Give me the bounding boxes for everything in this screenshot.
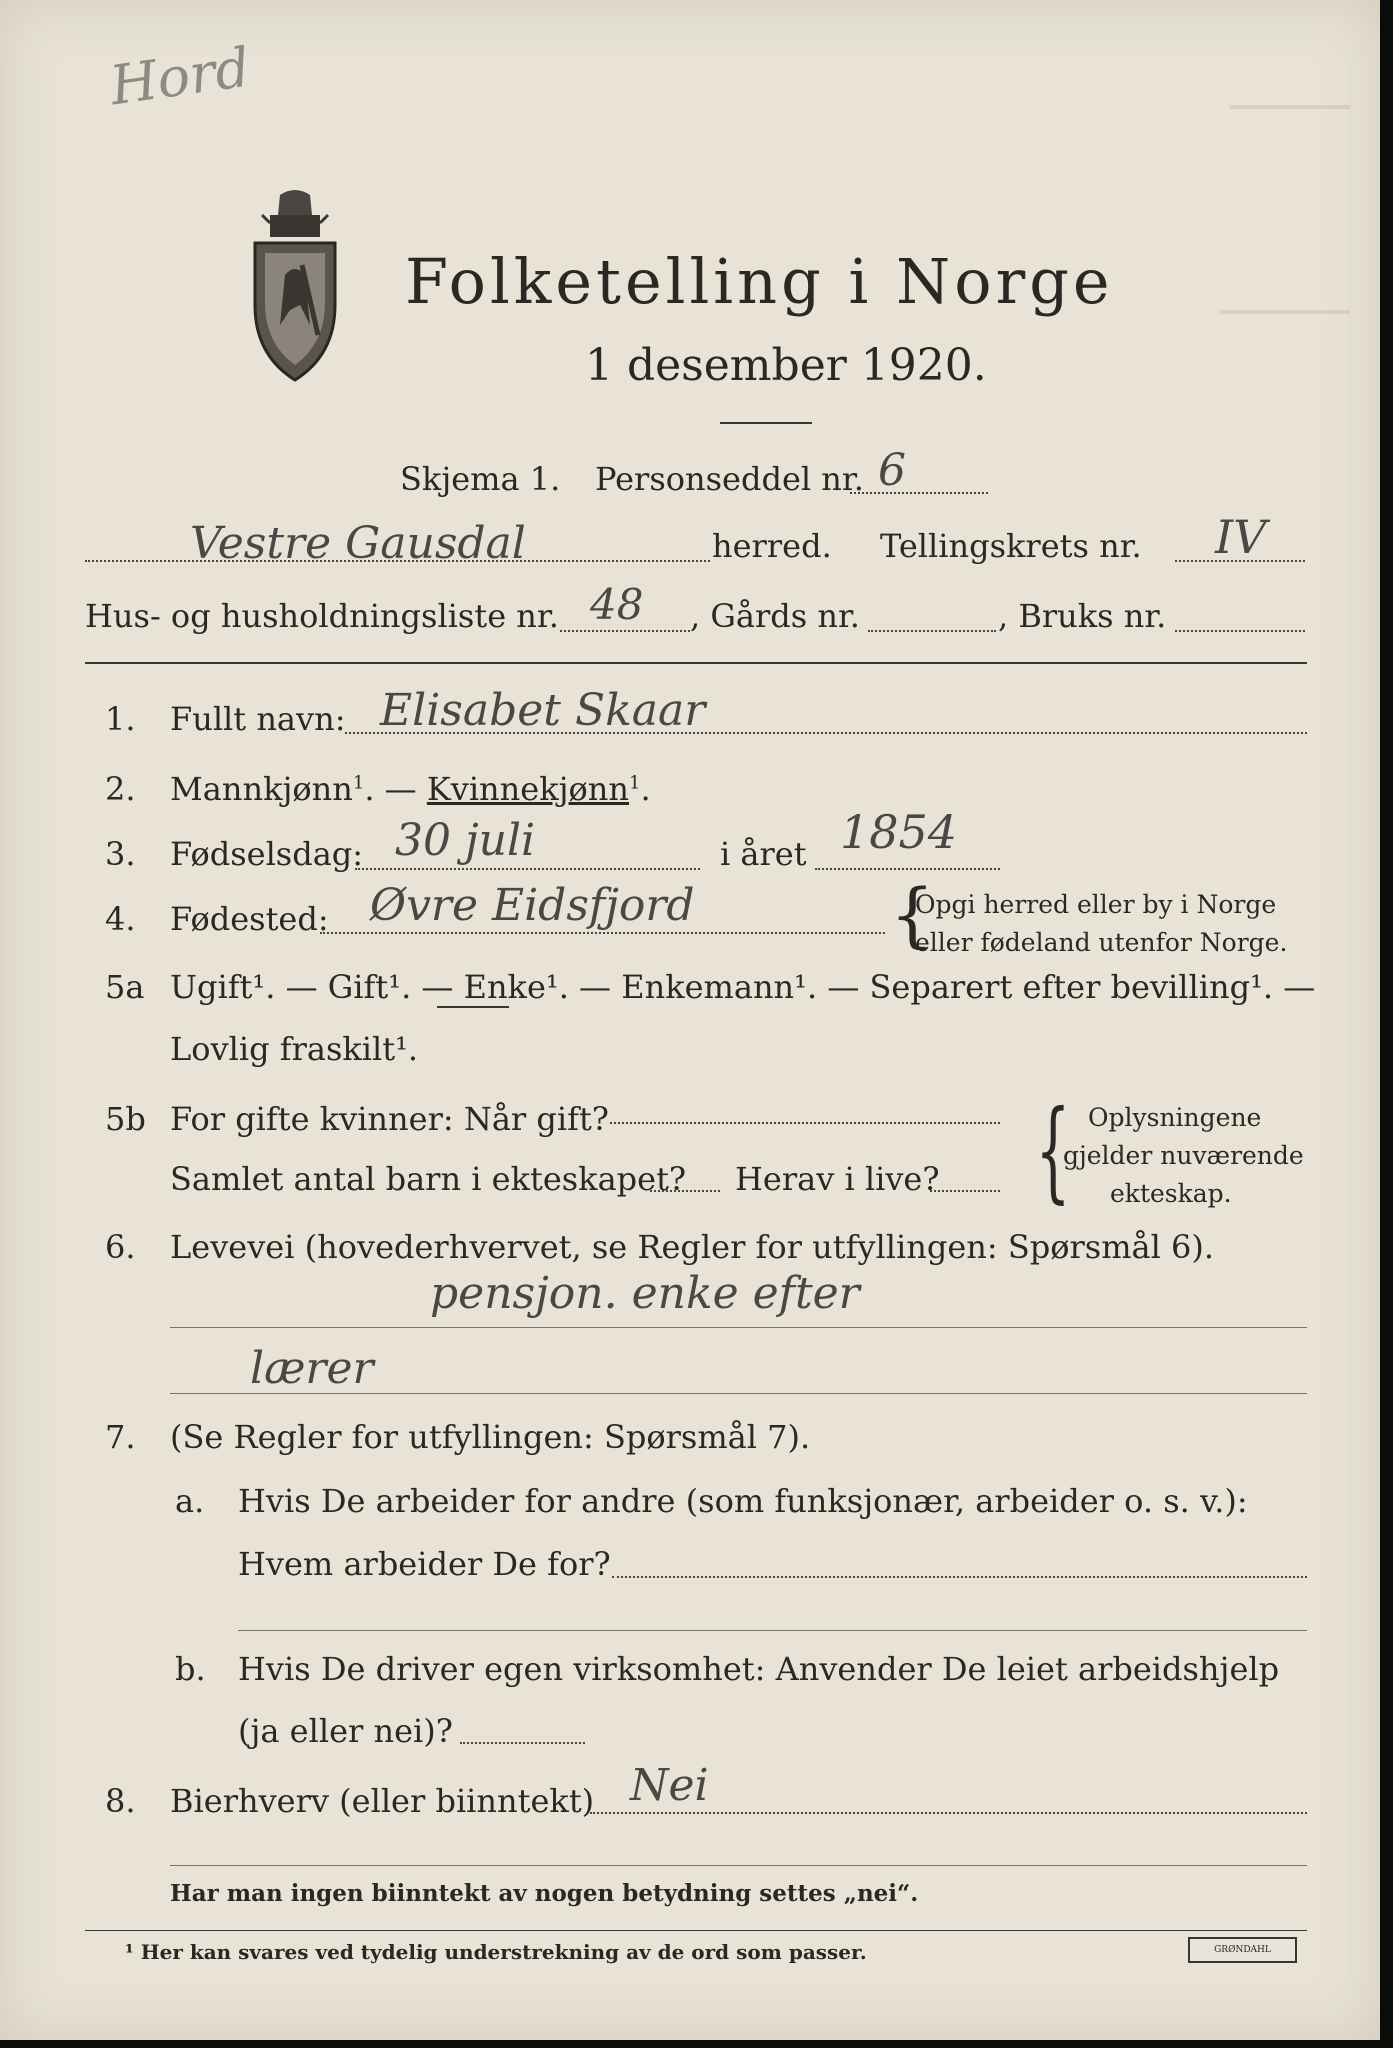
q7a-line-1: Hvis De arbeider for andre (som funksjonær, arbeider o. s. v.):	[238, 1482, 1248, 1520]
footer-note: Har man ingen biinntekt av nogen betydning settes „nei“.	[170, 1880, 919, 1907]
q8-label: Bierhverv (eller biinntekt)	[170, 1782, 595, 1820]
corner-note: Hord	[106, 35, 254, 118]
q6-value-1: pensjon. enke efter	[430, 1268, 860, 1319]
q5b-line-2b: Herav i live?	[735, 1160, 940, 1198]
q4-value: Øvre Eidsfjord	[370, 880, 695, 931]
form-title: Folketelling i Norge	[405, 245, 1114, 318]
q3-value: 30 juli	[395, 815, 536, 866]
q4-field-line	[320, 932, 885, 934]
husholdningsliste-value: 48	[590, 580, 644, 629]
q7-number: 7.	[105, 1418, 136, 1456]
q3-label: Fødselsdag:	[170, 835, 364, 873]
personseddel-field-line	[850, 492, 988, 494]
q7b-line-2: (ja eller nei)?	[238, 1712, 453, 1750]
q7a-field-line	[612, 1576, 1307, 1578]
q4-note-1: Opgi herred eller by i Norge	[915, 890, 1277, 919]
bleed-mark	[1220, 310, 1350, 314]
q3-field-line	[355, 868, 700, 870]
q7b-field-line	[460, 1742, 585, 1744]
q2-sup-b: 1	[629, 772, 641, 794]
q2-dash: . —	[364, 770, 417, 808]
q3-year-label: i året	[720, 835, 807, 873]
q5b-gift-field-line	[610, 1122, 1000, 1124]
herred-label: herred.	[712, 527, 832, 565]
census-date: 1 desember 1920.	[585, 340, 987, 391]
footnote: ¹ Her kan svares ved tydelig understrekning av de ord som passer.	[125, 1940, 867, 1964]
q5b-barn-field-line	[650, 1190, 720, 1192]
q5a-line-1: Ugift¹. — Gift¹. — Enke¹. — Enkemann¹. — Separert efter bevilling¹. —	[170, 968, 1316, 1006]
footer-rule	[85, 1930, 1307, 1931]
q2-text	[170, 770, 651, 808]
q7a-extra-line	[238, 1630, 1307, 1631]
q1-number: 1.	[105, 700, 136, 738]
q7-label: (Se Regler for utfyllingen: Spørsmål 7).	[170, 1418, 811, 1456]
q2-end: .	[640, 770, 651, 808]
q1-value: Elisabet Skaar	[380, 685, 706, 736]
q5b-number: 5b	[105, 1100, 146, 1138]
q4-number: 4.	[105, 900, 136, 938]
q2-number: 2.	[105, 770, 136, 808]
personseddel-value: 6	[878, 445, 906, 496]
q5b-line-2a: Samlet antal barn i ekteskapet?	[170, 1160, 687, 1198]
personseddel-label: Personseddel nr.	[595, 460, 864, 498]
q5a-enke-underline	[437, 1006, 509, 1008]
tellingskrets-value: IV	[1215, 510, 1267, 564]
q5b-note-1: Oplysningene	[1088, 1103, 1262, 1132]
q3-year-field-line	[815, 868, 1000, 870]
q6-value-2: lærer	[250, 1343, 374, 1394]
q2-male: Mannkjønn	[170, 770, 353, 808]
q5a-number: 5a	[105, 968, 145, 1006]
q6-line-1	[170, 1327, 1307, 1328]
schema-label: Skjema 1.	[400, 460, 561, 498]
header-rule	[85, 662, 1307, 664]
printer-stamp: GRØNDAHL	[1188, 1937, 1297, 1963]
q7b-line-1: Hvis De driver egen virksomhet: Anvender De leiet arbeidshjelp	[238, 1650, 1280, 1688]
herred-value: Vestre Gausdal	[190, 518, 526, 569]
q6-number: 6.	[105, 1228, 136, 1266]
norwegian-coat-of-arms-icon	[240, 185, 350, 385]
q2-female: Kvinnekjønn	[426, 770, 629, 808]
q7a-line-2: Hvem arbeider De for?	[238, 1545, 611, 1583]
q6-label: Levevei (hovederhvervet, se Regler for utfyllingen: Spørsmål 6).	[170, 1228, 1215, 1266]
husholdningsliste-field-line	[560, 630, 690, 632]
q8-field-line	[590, 1812, 1307, 1814]
q4-label: Fødested:	[170, 900, 329, 938]
bruks-field-line	[1175, 630, 1305, 632]
tellingskrets-label: Tellingskrets nr.	[880, 527, 1142, 565]
q5b-live-field-line	[930, 1190, 1000, 1192]
q5b-note-2: gjelder nuværende	[1063, 1141, 1304, 1170]
gards-label: , Gårds nr.	[690, 597, 860, 635]
q5b-note-3: ekteskap.	[1110, 1179, 1232, 1208]
q4-brace: {	[890, 874, 935, 956]
husholdningsliste-label: Hus- og husholdningsliste nr.	[85, 597, 559, 635]
q8-value: Nei	[630, 1760, 709, 1811]
title-rule	[720, 422, 812, 424]
bleed-mark	[1230, 105, 1350, 109]
q7a-number: a.	[175, 1482, 205, 1520]
q5a-line-2: Lovlig fraskilt¹.	[170, 1030, 419, 1068]
q7b-number: b.	[175, 1650, 206, 1688]
gards-field-line	[868, 630, 996, 632]
q8-extra-line	[170, 1865, 1307, 1866]
q5b-brace: {	[1035, 1086, 1071, 1214]
bruks-label: , Bruks nr.	[998, 597, 1167, 635]
q1-label: Fullt navn:	[170, 700, 346, 738]
q4-note-2: eller fødeland utenfor Norge.	[915, 928, 1288, 957]
q8-number: 8.	[105, 1782, 136, 1820]
q5b-line-1: For gifte kvinner: Når gift?	[170, 1100, 609, 1138]
q3-year-value: 1854	[840, 805, 958, 859]
q3-number: 3.	[105, 835, 136, 873]
q2-sup: 1	[352, 772, 365, 794]
